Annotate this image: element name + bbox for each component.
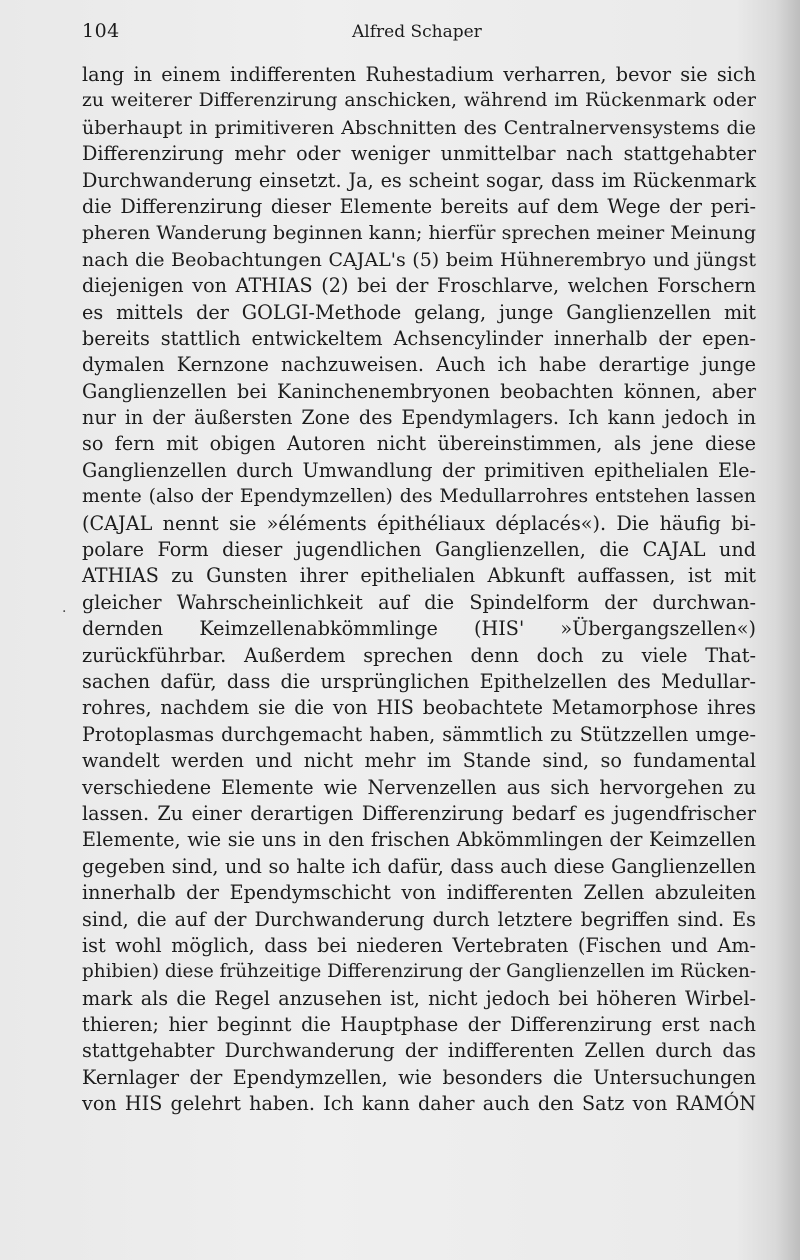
text-line: polare Form dieser jugendlichen Ganglienzellen, die CAJAL und <box>82 538 756 562</box>
text-line: pheren Wanderung beginnen kann; hierfür sprechen meiner Meinung <box>82 222 756 245</box>
text-line: bereits stattlich entwickeltem Achsencylinder innerhalb der epen- <box>82 326 756 350</box>
text-line: mark als die Regel anzusehen ist, nicht jedoch bei höheren Wirbel- <box>82 986 756 1010</box>
page-number: 104 <box>82 20 120 42</box>
text-line: überhaupt in primitiveren Abschnitten des Centralnervensystems die <box>82 116 756 139</box>
text-line: dernden Keimzellenabkömmlinge (HIS' »Übergangszellen«) <box>82 617 756 641</box>
margin-dot: · <box>62 604 67 620</box>
text-line: phibien) diese frühzeitige Differenzirung der Ganglienzellen im Rücken- <box>82 961 757 983</box>
text-line: sachen dafür, dass die ursprünglichen Epithelzellen des Medullar- <box>82 669 756 693</box>
text-line: es mittels der GOLGI-Methode gelang, junge Ganglienzellen mit <box>82 300 756 324</box>
text-line: so fern mit obigen Autoren nicht übereinstimmen, als jene diese <box>82 432 756 456</box>
text-line: diejenigen von ATHIAS (2) bei der Froschlarve, welchen Forschern <box>82 274 756 298</box>
text-line: Elemente, wie sie uns in den frischen Abkömmlingen der Keimzellen <box>82 828 756 852</box>
text-line: Ganglienzellen bei Kaninchenembryonen beobachten können, aber <box>82 379 756 403</box>
page-header <box>82 20 752 48</box>
text-line: mente (also der Ependymzellen) des Medullarrohres entstehen lassen <box>82 486 756 508</box>
text-line: nach die Beobachtungen CAJAL's (5) beim Hühnerembryo und jüngst <box>82 248 756 271</box>
text-line: von HIS gelehrt haben. Ich kann daher auch den Satz von RAMÓN <box>82 1092 756 1116</box>
text-line: Kernlager der Ependymzellen, wie besonders die Untersuchungen <box>82 1065 756 1089</box>
text-line: Differenzirung mehr oder weniger unmittelbar nach stattgehabter <box>82 142 756 166</box>
text-line: lassen. Zu einer derartigen Differenzirung bedarf es jugendfrischer <box>82 801 756 825</box>
text-line: wandelt werden und nicht mehr im Stande sind, so fundamental <box>82 749 756 773</box>
running-head: Alfred Schaper <box>352 22 482 42</box>
text-line: ist wohl möglich, dass bei niederen Vertebraten (Fischen und Am- <box>82 933 756 957</box>
text-line: ATHIAS zu Gunsten ihrer epithelialen Abkunft auffassen, ist mit <box>82 564 756 588</box>
text-line: lang in einem indifferenten Ruhestadium verharren, bevor sie sich <box>82 63 756 86</box>
text-line: stattgehabter Durchwanderung der indifferenten Zellen durch das <box>82 1039 756 1063</box>
text-line: gleicher Wahrscheinlichkeit auf die Spindelform der durchwan- <box>82 590 756 614</box>
text-line: rohres, nachdem sie die von HIS beobachtete Metamorphose ihres <box>82 696 756 720</box>
text-line: zurückführbar. Außerdem sprechen denn doch zu viele That- <box>82 643 756 667</box>
text-line: (CAJAL nennt sie »éléments épithéliaux déplacés«). Die häufig bi- <box>82 511 756 535</box>
body-text <box>82 62 756 1118</box>
text-line: thieren; hier beginnt die Hauptphase der Differenzirung erst nach <box>82 1013 756 1037</box>
text-line: die Differenzirung dieser Elemente bereits auf dem Wege der peri- <box>82 194 756 218</box>
text-line: zu weiterer Differenzirung anschicken, während im Rückenmark oder <box>82 90 756 112</box>
text-line: dymalen Kernzone nachzuweisen. Auch ich habe derartige junge <box>82 353 756 377</box>
text-line: verschiedene Elemente wie Nervenzellen aus sich hervorgehen zu <box>82 775 756 799</box>
text-line: Protoplasmas durchgemacht haben, sämmtlich zu Stützzellen umge- <box>82 722 756 746</box>
text-line: sind, die auf der Durchwanderung durch letztere begriffen sind. Es <box>82 907 756 931</box>
text-line: gegeben sind, und so halte ich dafür, dass auch diese Ganglienzellen <box>82 854 756 878</box>
text-line: nur in der äußersten Zone des Ependymlagers. Ich kann jedoch in <box>82 406 756 430</box>
text-line: innerhalb der Ependymschicht von indifferenten Zellen abzuleiten <box>82 881 756 905</box>
text-line: Ganglienzellen durch Umwandlung der primitiven epithelialen Ele- <box>82 458 756 482</box>
text-line: Durchwanderung einsetzt. Ja, es scheint sogar, dass im Rückenmark <box>82 168 756 192</box>
